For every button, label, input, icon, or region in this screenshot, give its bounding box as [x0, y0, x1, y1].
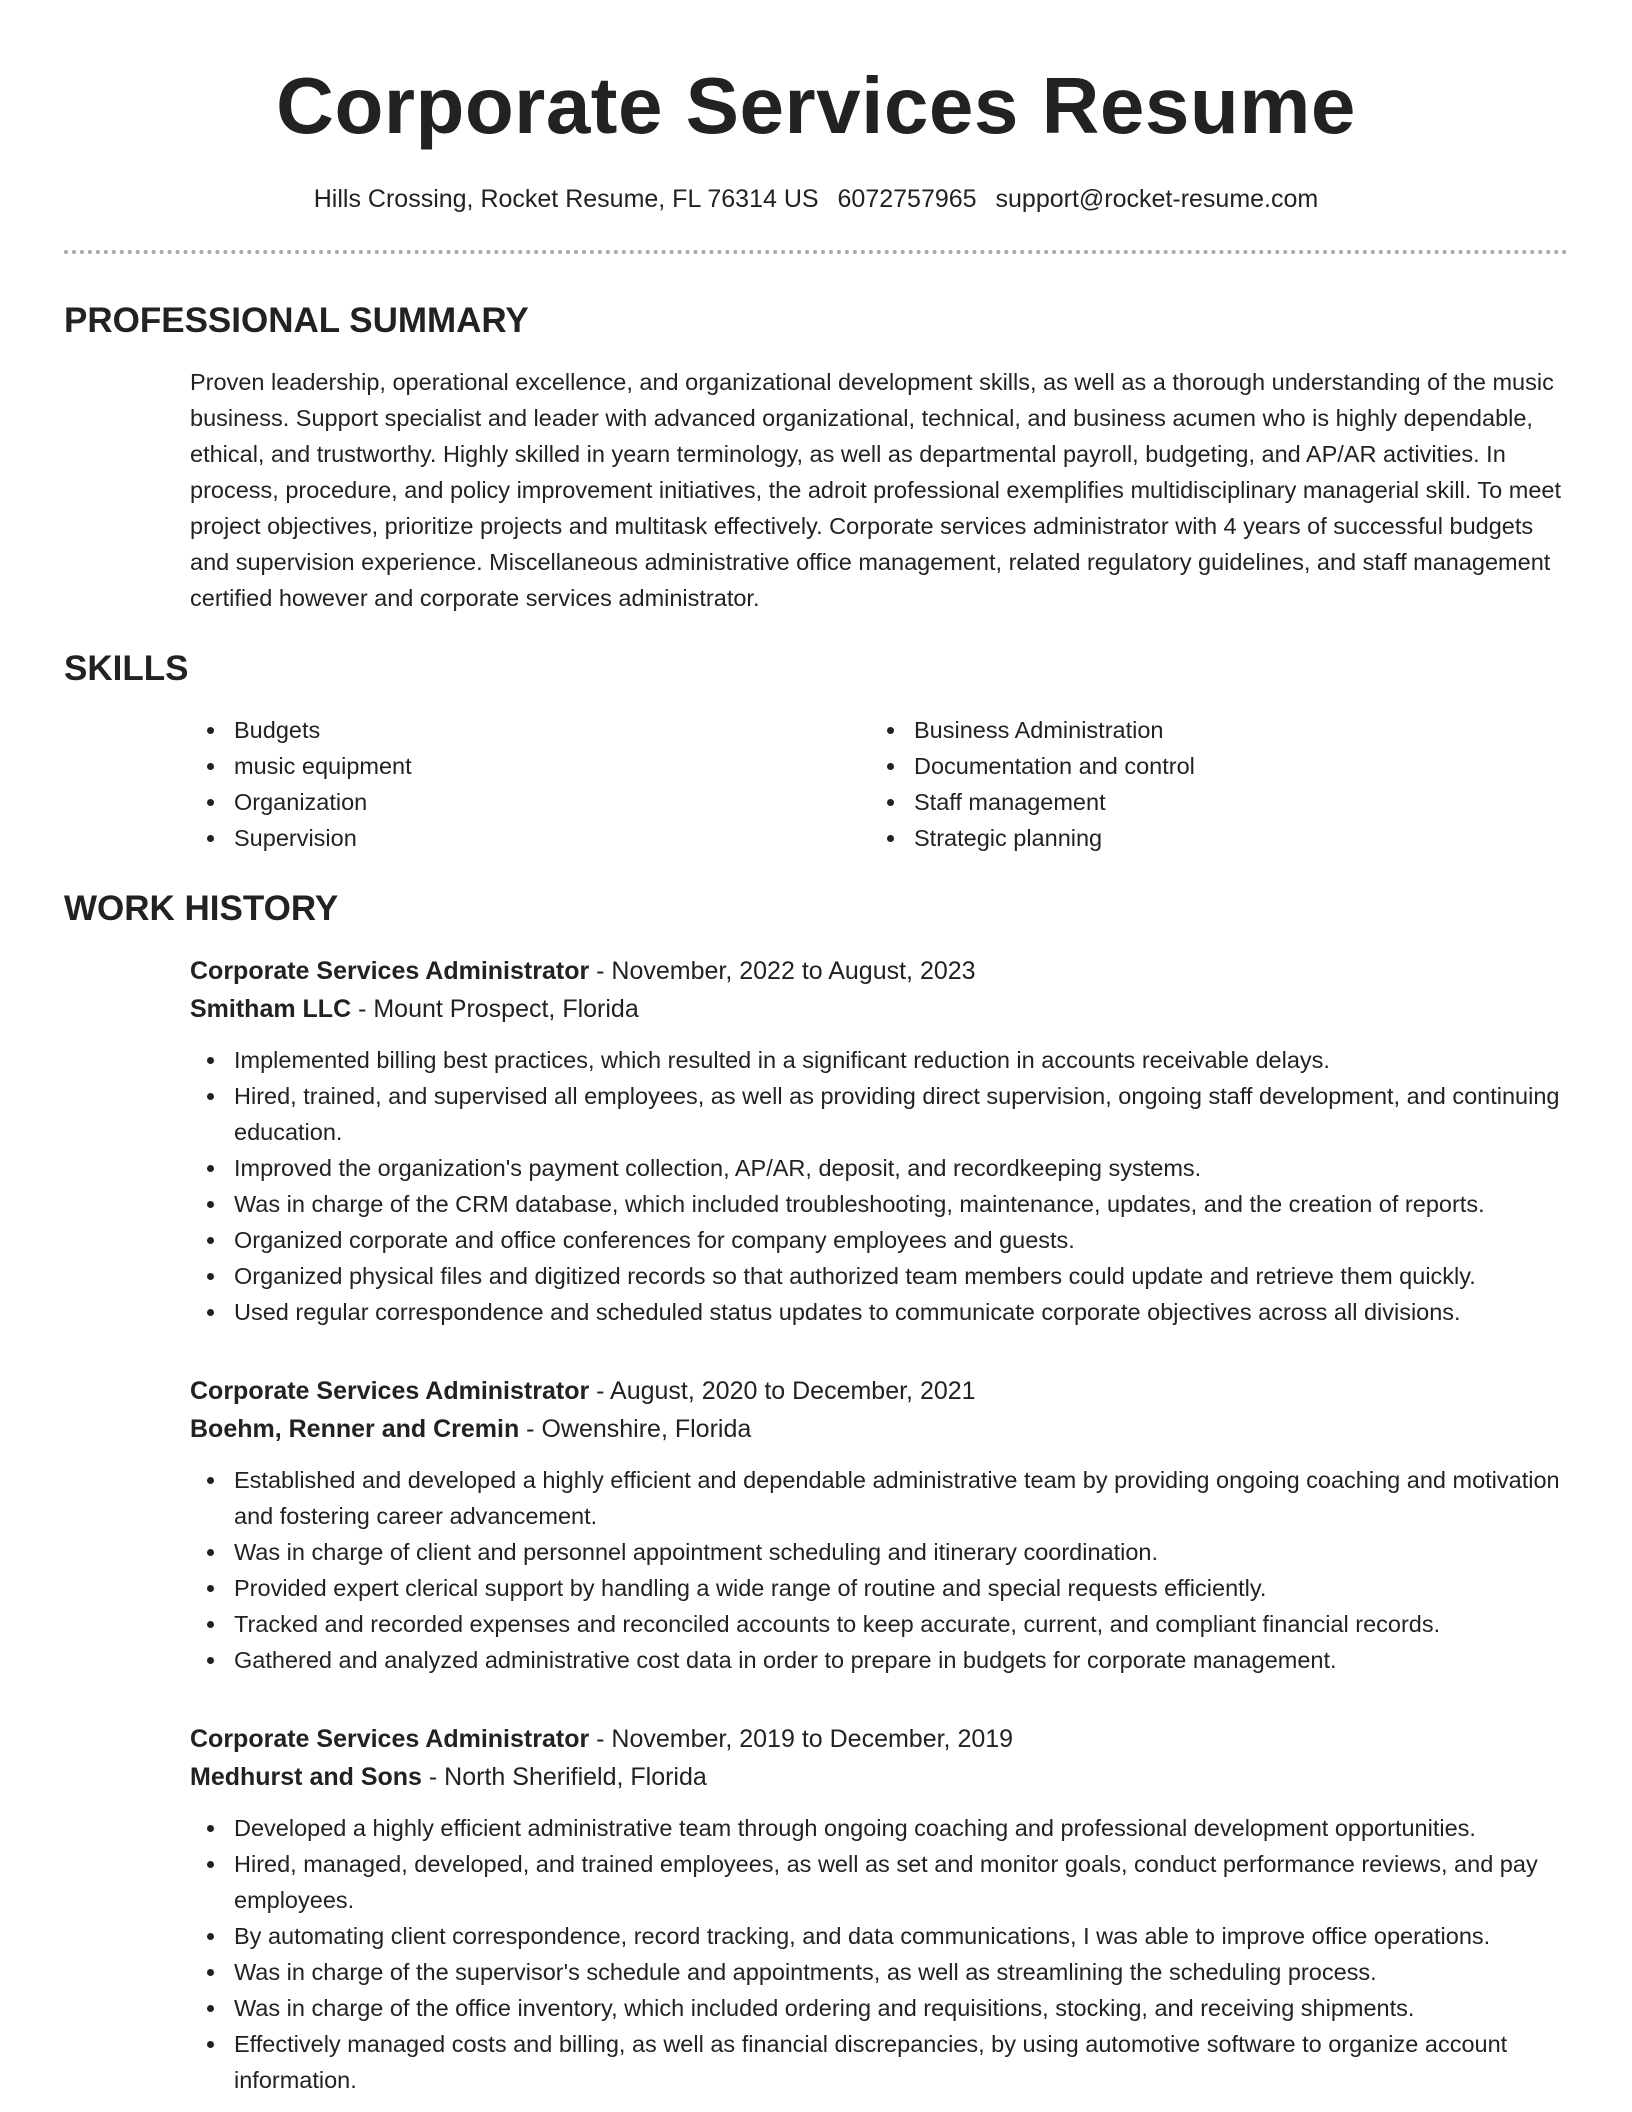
skill-item: Organization [190, 784, 870, 820]
section-title-skills: SKILLS [64, 649, 189, 688]
contact-phone: 6072757965 [837, 185, 977, 213]
job-bullet: Gathered and analyzed administrative cost data in order to prepare in budgets for corporate management. [190, 1642, 1568, 1678]
job-company: Medhurst and Sons [190, 1763, 422, 1791]
skill-item: Documentation and control [870, 748, 1550, 784]
job-bullet: Was in charge of the supervisor's schedule and appointments, as well as streamlining the scheduling process. [190, 1954, 1568, 1990]
skill-item: Business Administration [870, 712, 1550, 748]
work-history-section [64, 888, 1568, 2098]
job-bullet: Developed a highly efficient administrative team through ongoing coaching and professional development opportunities. [190, 1810, 1568, 1846]
job-bullet: Organized physical files and digitized records so that authorized team members could update and retrieve them quickly. [190, 1258, 1568, 1294]
job-bullets [190, 1810, 1568, 2098]
resume-page [64, 0, 1568, 2098]
skills-column-right [870, 712, 1550, 856]
job-entry [190, 1720, 1568, 2098]
job-bullets [190, 1042, 1568, 1330]
skill-item: Budgets [190, 712, 870, 748]
job-bullets [190, 1462, 1568, 1678]
job-company: Smitham LLC [190, 995, 352, 1023]
job-dates: - August, 2020 to December, 2021 [589, 1377, 976, 1405]
job-bullet: Used regular correspondence and scheduled status updates to communicate corporate objectives across all divisions. [190, 1294, 1568, 1330]
job-bullet: Improved the organization's payment collection, AP/AR, deposit, and recordkeeping systems. [190, 1150, 1568, 1186]
summary-text: Proven leadership, operational excellence, and organizational development skills, as well as a thorough understanding of the music business. Support specialist and leader with advanced organizational, technical, and business acumen who is highly dependable, ethical, and trustworthy. Highly skilled in yearn terminology, as well as departmental payroll, budgeting, and AP/AR activities. In process, procedure, and policy improvement initiatives, the adroit professional exemplifies multidisciplinary managerial skill. To meet project objectives, prioritize projects and multitask effectively. Corporate services administrator with 4 years of successful budgets and supervision experience. Miscellaneous administrative office management, related regulatory guidelines, and staff management certified however and corporate services administrator. [190, 369, 1562, 611]
skill-item: Staff management [870, 784, 1550, 820]
job-title: Corporate Services Administrator [190, 1725, 590, 1753]
job-bullet: Tracked and recorded expenses and reconciled accounts to keep accurate, current, and compliant financial records. [190, 1606, 1568, 1642]
job-title-line [190, 1372, 1568, 1410]
job-location: - Mount Prospect, Florida [351, 995, 639, 1023]
job-bullet: Implemented billing best practices, which resulted in a significant reduction in accounts receivable delays. [190, 1042, 1568, 1078]
job-entry [190, 952, 1568, 1330]
skill-item: Strategic planning [870, 820, 1550, 856]
skill-item: music equipment [190, 748, 870, 784]
job-entry [190, 1372, 1568, 1678]
job-title: Corporate Services Administrator [190, 1377, 590, 1405]
skills-list [190, 712, 1568, 856]
resume-title: Corporate Services Resume [276, 61, 1356, 150]
professional-summary-section [64, 300, 1568, 616]
job-location: - North Sherifield, Florida [421, 1763, 707, 1791]
contact-email: support@rocket-resume.com [995, 185, 1319, 213]
job-title-line [190, 1720, 1568, 1758]
contact-address: Hills Crossing, Rocket Resume, FL 76314 US [313, 185, 819, 213]
job-title-line [190, 952, 1568, 990]
job-bullet: Was in charge of client and personnel appointment scheduling and itinerary coordination. [190, 1534, 1568, 1570]
job-bullet: Hired, managed, developed, and trained employees, as well as set and monitor goals, conduct performance reviews, and pay employees. [190, 1846, 1568, 1918]
skill-item: Supervision [190, 820, 870, 856]
job-bullet: Organized corporate and office conferences for company employees and guests. [190, 1222, 1568, 1258]
contact-line [64, 182, 1568, 216]
section-title-work-history: WORK HISTORY [64, 889, 339, 928]
skills-section [64, 648, 1568, 856]
job-dates: - November, 2019 to December, 2019 [589, 1725, 1014, 1753]
skills-column-left [190, 712, 870, 856]
job-bullet: Effectively managed costs and billing, as well as financial discrepancies, by using automotive software to organize account information. [190, 2026, 1568, 2098]
header-divider [64, 250, 1568, 254]
job-company-line [190, 1410, 1568, 1448]
job-location: - Owenshire, Florida [519, 1415, 752, 1443]
job-bullet: Was in charge of the office inventory, which included ordering and requisitions, stocking, and receiving shipments. [190, 1990, 1568, 2026]
job-title: Corporate Services Administrator [190, 957, 590, 985]
job-company-line [190, 990, 1568, 1028]
job-company-line [190, 1758, 1568, 1796]
job-bullet: By automating client correspondence, record tracking, and data communications, I was able to improve office operations. [190, 1918, 1568, 1954]
job-bullet: Was in charge of the CRM database, which included troubleshooting, maintenance, updates, and the creation of reports. [190, 1186, 1568, 1222]
job-company: Boehm, Renner and Cremin [190, 1415, 520, 1443]
job-dates: - November, 2022 to August, 2023 [589, 957, 976, 985]
job-bullet: Provided expert clerical support by handling a wide range of routine and special requests efficiently. [190, 1570, 1568, 1606]
job-bullet: Hired, trained, and supervised all employees, as well as providing direct supervision, ongoing staff development, and continuing education. [190, 1078, 1568, 1150]
section-title-summary: PROFESSIONAL SUMMARY [64, 301, 529, 340]
job-bullet: Established and developed a highly efficient and dependable administrative team by providing ongoing coaching and motivation and fostering career advancement. [190, 1462, 1568, 1534]
